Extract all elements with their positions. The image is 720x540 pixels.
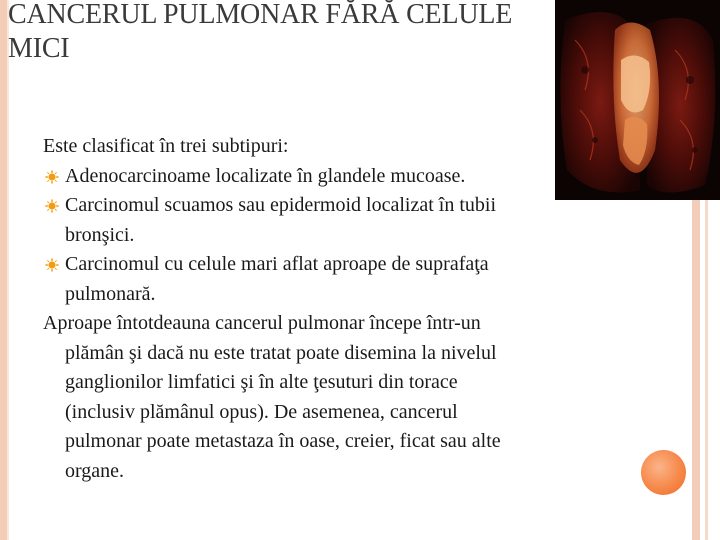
paragraph-line: organe.: [65, 459, 125, 482]
bullet-item-squamous: [43, 191, 603, 250]
sun-burst-icon: [44, 198, 60, 214]
bullet-text: Carcinomul scuamos sau epidermoid localizat în tubii: [65, 194, 497, 216]
bullet-item-adenocarcinoma: [43, 162, 603, 192]
slide-body: [43, 132, 603, 486]
slide-title: [8, 0, 568, 66]
left-decorative-bar-inner: [7, 0, 9, 540]
paragraph-line: pulmonar poate metastaza în oase, creier, ficat sau alte: [65, 430, 501, 452]
slide-title-line-1: CANCERUL PULMONAR FĂRĂ CELULE: [8, 0, 513, 30]
left-decorative-bar: [0, 0, 7, 540]
bullet-text-continued: pulmonară.: [65, 282, 156, 305]
paragraph-line: Aproape întotdeauna cancerul pulmonar începe într-un: [43, 312, 481, 334]
sun-burst-icon: [44, 169, 60, 185]
decorative-orange-circle: [641, 450, 686, 495]
paragraph-line: ganglionilor limfatici şi în alte ţesuturi din torace: [65, 371, 458, 393]
slide-title-line-2: MICI: [8, 33, 70, 64]
bullet-text: Adenocarcinoame localizate în glandele mucoase.: [65, 164, 466, 187]
bullet-item-large-cell: [43, 250, 603, 309]
paragraph-line: (inclusiv plămânul opus). De asemenea, cancerul: [65, 400, 458, 423]
bullet-text-continued: bronşici.: [65, 223, 135, 246]
bullet-text: Carcinomul cu celule mari aflat aproape de suprafaţa: [65, 253, 489, 275]
sun-burst-icon: [44, 257, 60, 273]
intro-text: Este clasificat în trei subtipuri:: [43, 135, 289, 157]
paragraph-line: plămân şi dacă nu este tratat poate disemina la nivelul: [65, 341, 497, 364]
